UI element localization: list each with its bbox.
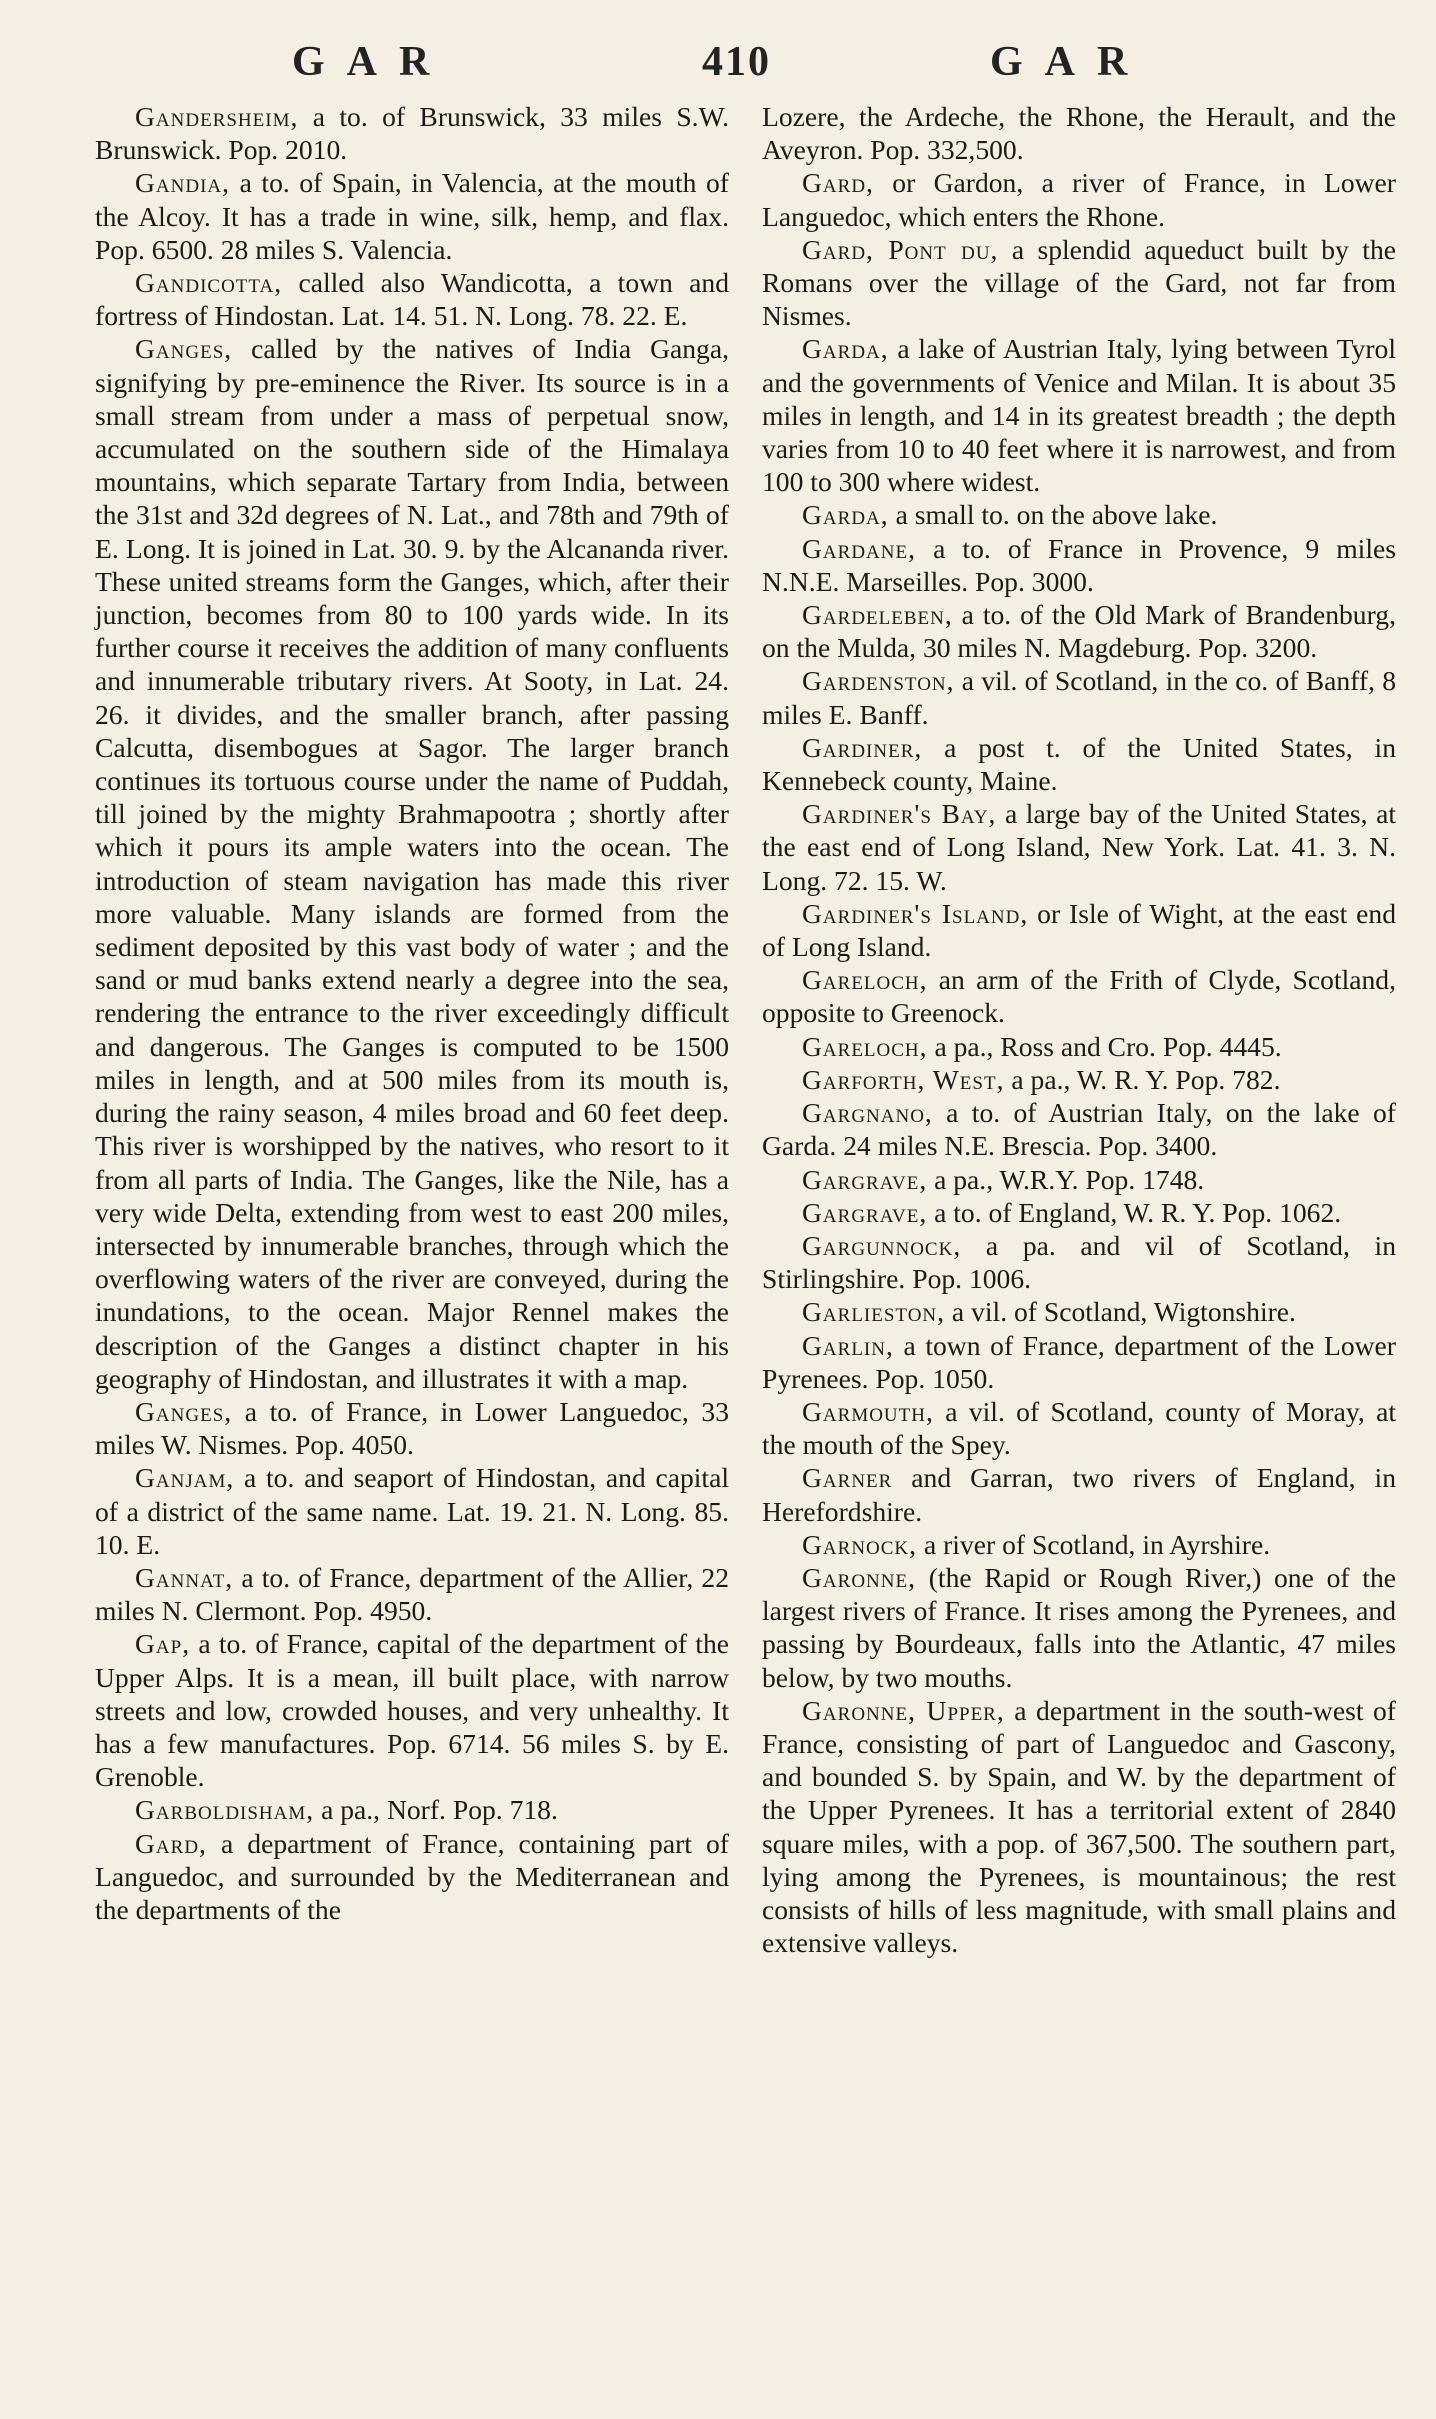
entry-text: a vil. of Scotland, in the co. of Banff, 8 miles E. Banff. (762, 665, 1396, 730)
dictionary-entry (762, 664, 1396, 730)
right-column (762, 100, 1396, 1959)
entry-headword: Gard, Pont du, (802, 233, 999, 265)
dictionary-entry (95, 1793, 729, 1826)
dictionary-entry (762, 100, 1396, 166)
dictionary-entry (95, 1395, 729, 1461)
entry-headword: Gardiner, (802, 731, 923, 763)
entry-text: Lozere, the Ardeche, the Rhone, the Herault, and the Aveyron. Pop. 332,500. (762, 101, 1396, 166)
entry-text: called by the natives of India Ganga, signifying by pre-eminence the River. Its source is in a small stream from under a mass of perpetual snow, accumulated on the southern side of the Himalaya mountains, which separate Tartary from India, between the 31st and 32d degrees of N. Lat., and 78th and 79th of E. Long. It is joined in Lat. 30. 9. by the Alcananda river. These united streams form the Ganges, which, after their junction, becomes from 80 to 100 yards wide. In its further course it receives the addition of many confluents and innumerable tributary rivers. At Sooty, in Lat. 24. 26. it divides, and the smaller branch, after passing Calcutta, disembogues at Sagor. The larger branch continues its tortuous course under the name of Puddah, till joined by the mighty Brahmapootra ; shortly after which it pours its ample waters into the ocean. The introduction of steam navigation has made this river more valuable. Many islands are formed from the sediment deposited by this vast body of water ; and the sand or mud banks extend nearly a degree into the sea, rendering the entrance to the river exceedingly difficult and dangerous. The Ganges is computed to be 1500 miles in length, and at 500 miles from its mouth is, during the rainy season, 4 miles broad and 60 feet deep. This river is worshipped by the natives, who resort to it from all parts of India. The Ganges, like the Nile, has a very wide Delta, extending from west to east 200 miles, intersected by innumerable branches, through which the overflowing waters of the river are conveyed, during the inundations, to the ocean. Major Rennel makes the description of the Ganges a distinct chapter in his geography of Hindostan, and illustrates it with a map. (95, 333, 729, 1394)
entry-text: and Garran, two rivers of England, in Herefordshire. (762, 1462, 1396, 1527)
entry-headword: Gargunnock, (802, 1229, 962, 1261)
entry-headword: Garmouth, (802, 1395, 934, 1427)
entry-text: a river of Scotland, in Ayrshire. (917, 1528, 1271, 1560)
entry-headword: Gareloch, (802, 1030, 928, 1062)
entry-text: a pa., W.R.Y. Pop. 1748. (927, 1163, 1205, 1195)
dictionary-entry (762, 1196, 1396, 1229)
dictionary-entry (95, 1827, 729, 1927)
dictionary-entry (762, 166, 1396, 232)
entry-text: a vil. of Scotland, county of Moray, at the mouth of the Spey. (762, 1395, 1396, 1461)
entry-headword: Ganges, (135, 1395, 233, 1427)
entry-text: or Isle of Wight, at the east end of Long Island. (762, 897, 1396, 963)
entry-text: a to. of France, capital of the department of the Upper Alps. It is a mean, ill built place, with narrow streets and low, crowded houses, and very unhealthy. It has a few manufactures. Pop. 6714. 56 miles S. by E. Grenoble. (95, 1628, 729, 1793)
header-right: GAR (990, 39, 1150, 85)
dictionary-entry (95, 266, 729, 332)
dictionary-entry (762, 532, 1396, 598)
entry-text: a lake of Austrian Italy, lying between Tyrol and the governments of Venice and Milan. It is about 35 miles in length, and 14 in its greatest breadth ; the depth varies from 10 to 40 feet where it is narrowest, and from 100 to 300 where widest. (762, 333, 1396, 498)
dictionary-entry (95, 100, 729, 166)
dictionary-entry (762, 1461, 1396, 1527)
entry-text: a to. of Brunswick, 33 miles S.W. Brunswick. Pop. 2010. (95, 101, 729, 166)
dictionary-entry (762, 1096, 1396, 1162)
entry-headword: Garlin, (802, 1329, 894, 1361)
entry-text: a pa., Ross and Cro. Pop. 4445. (927, 1030, 1282, 1062)
entry-text: a to. of Spain, in Valencia, at the mouth of the Alcoy. It has a trade in wine, silk, hemp, and flax. Pop. 6500. 28 miles S. Valencia. (95, 167, 729, 265)
dictionary-entry (762, 1063, 1396, 1096)
dictionary-entry (762, 1694, 1396, 1960)
dictionary-entry (762, 1163, 1396, 1196)
entry-text: called also Wandicotta, a town and fortress of Hindostan. Lat. 14. 51. N. Long. 78. 22. E. (95, 267, 729, 332)
entry-text: a to. of France, department of the Allier, 22 miles N. Clermont. Pop. 4950. (95, 1561, 729, 1627)
entry-text: a large bay of the United States, at the east end of Long Island, New York. Lat. 41. 3. N. Long. 72. 15. W. (762, 798, 1396, 896)
dictionary-entry (762, 233, 1396, 333)
dictionary-entry (762, 1395, 1396, 1461)
entry-headword: Gardeleben, (802, 599, 953, 631)
entry-text: a splendid aqueduct built by the Romans over the village of the Gard, not far from Nismes. (762, 233, 1396, 332)
running-header (0, 38, 1436, 88)
entry-headword: Gandia, (135, 167, 231, 199)
entry-text: a to. and seaport of Hindostan, and capital of a district of the same name. Lat. 19. 21. N. Long. 85. 10. E. (95, 1462, 729, 1560)
header-left: GAR (292, 39, 452, 85)
entry-headword: Garda, (802, 333, 889, 365)
entry-headword: Garda, (802, 499, 889, 531)
entry-text: a to. of France in Provence, 9 miles N.N.E. Marseilles. Pop. 3000. (762, 532, 1396, 597)
entry-headword: Gardiner's Bay, (802, 798, 997, 830)
entry-headword: Garner (802, 1462, 893, 1494)
dictionary-entry (95, 1627, 729, 1793)
dictionary-entry (762, 332, 1396, 498)
dictionary-entry (95, 1561, 729, 1627)
entry-text: or Gardon, a river of France, in Lower Languedoc, which enters the Rhone. (762, 167, 1396, 232)
entry-text: a to. of England, W. R. Y. Pop. 1062. (927, 1196, 1342, 1228)
left-column (95, 100, 729, 1926)
entry-headword: Gardane, (802, 532, 916, 564)
entry-headword: Ganges, (135, 333, 233, 365)
entry-text: a to. of France, in Lower Languedoc, 33 miles W. Nismes. Pop. 4050. (95, 1395, 729, 1461)
entry-text: a pa., W. R. Y. Pop. 782. (1004, 1063, 1281, 1095)
entry-headword: Gard, (135, 1827, 207, 1859)
dictionary-entry (95, 332, 729, 1395)
entry-headword: Gardenston, (802, 665, 955, 697)
dictionary-entry (762, 1561, 1396, 1694)
entry-text: a department of France, containing part of Languedoc, and surrounded by the Mediterranean and the departments of the (95, 1827, 729, 1925)
dictionary-entry (762, 731, 1396, 797)
dictionary-entry (762, 1295, 1396, 1328)
entry-headword: Gardiner's Island, (802, 897, 1029, 929)
entry-headword: Garonne, Upper, (802, 1694, 1005, 1726)
entry-headword: Gannat, (135, 1561, 234, 1593)
entry-headword: Garboldisham, (135, 1794, 315, 1826)
entry-text: a pa. and vil of Scotland, in Stirlingshire. Pop. 1006. (762, 1229, 1396, 1295)
entry-text: a department in the south-west of France, consisting of part of Languedoc and Gascony, and bounded S. by Spain, and W. by the department of the Upper Pyrenees. It has a territorial extent of 2840 square miles, with a pop. of 367,500. The southern part, lying among the Pyrenees, is mountainous; the rest consists of hills of less magnitude, with small plains and extensive valleys. (762, 1694, 1396, 1959)
entry-headword: Garonne, (802, 1561, 916, 1593)
entry-headword: Gareloch, (802, 964, 928, 996)
entry-headword: Gargrave, (802, 1163, 928, 1195)
dictionary-entry (762, 963, 1396, 1029)
entry-text: a pa., Norf. Pop. 718. (314, 1794, 558, 1826)
entry-text: a vil. of Scotland, Wigtonshire. (945, 1296, 1296, 1328)
entry-headword: Gandersheim, (135, 101, 299, 132)
dictionary-entry (762, 498, 1396, 531)
dictionary-entry (95, 166, 729, 266)
entry-text: a to. of Austrian Italy, on the lake of Garda. 24 miles N.E. Brescia. Pop. 3400. (762, 1097, 1396, 1162)
entry-text: a small to. on the above lake. (888, 499, 1218, 531)
entry-headword: Gard, (802, 167, 874, 199)
entry-headword: Gargrave, (802, 1196, 928, 1228)
dictionary-entry (762, 1229, 1396, 1295)
dictionary-entry (762, 1528, 1396, 1561)
dictionary-entry (762, 797, 1396, 897)
entry-headword: Garnock, (802, 1528, 918, 1560)
dictionary-entry (95, 1461, 729, 1561)
entry-text: a post t. of the United States, in Kennebeck county, Maine. (762, 731, 1396, 797)
entry-headword: Garlieston, (802, 1296, 946, 1328)
entry-text: a to. of the Old Mark of Brandenburg, on the Mulda, 30 miles N. Magdeburg. Pop. 3200. (762, 599, 1396, 664)
page-number: 410 (702, 39, 771, 85)
dictionary-entry (762, 598, 1396, 664)
entry-text: (the Rapid or Rough River,) one of the largest rivers of France. It rises among the Pyrenees, and passing by Bourdeaux, falls into the Atlantic, 47 miles below, by two mouths. (762, 1561, 1396, 1693)
entry-headword: Gap, (135, 1628, 191, 1660)
entry-headword: Gandicotta, (135, 267, 283, 299)
entry-headword: Garforth, West, (802, 1063, 1005, 1095)
entry-headword: Ganjam, (135, 1462, 235, 1494)
dictionary-entry (762, 1329, 1396, 1395)
entry-text: a town of France, department of the Lower Pyrenees. Pop. 1050. (762, 1329, 1396, 1394)
dictionary-entry (762, 897, 1396, 963)
entry-headword: Gargnano, (802, 1097, 933, 1129)
entry-text: an arm of the Frith of Clyde, Scotland, opposite to Greenock. (762, 964, 1396, 1029)
dictionary-entry (762, 1030, 1396, 1063)
